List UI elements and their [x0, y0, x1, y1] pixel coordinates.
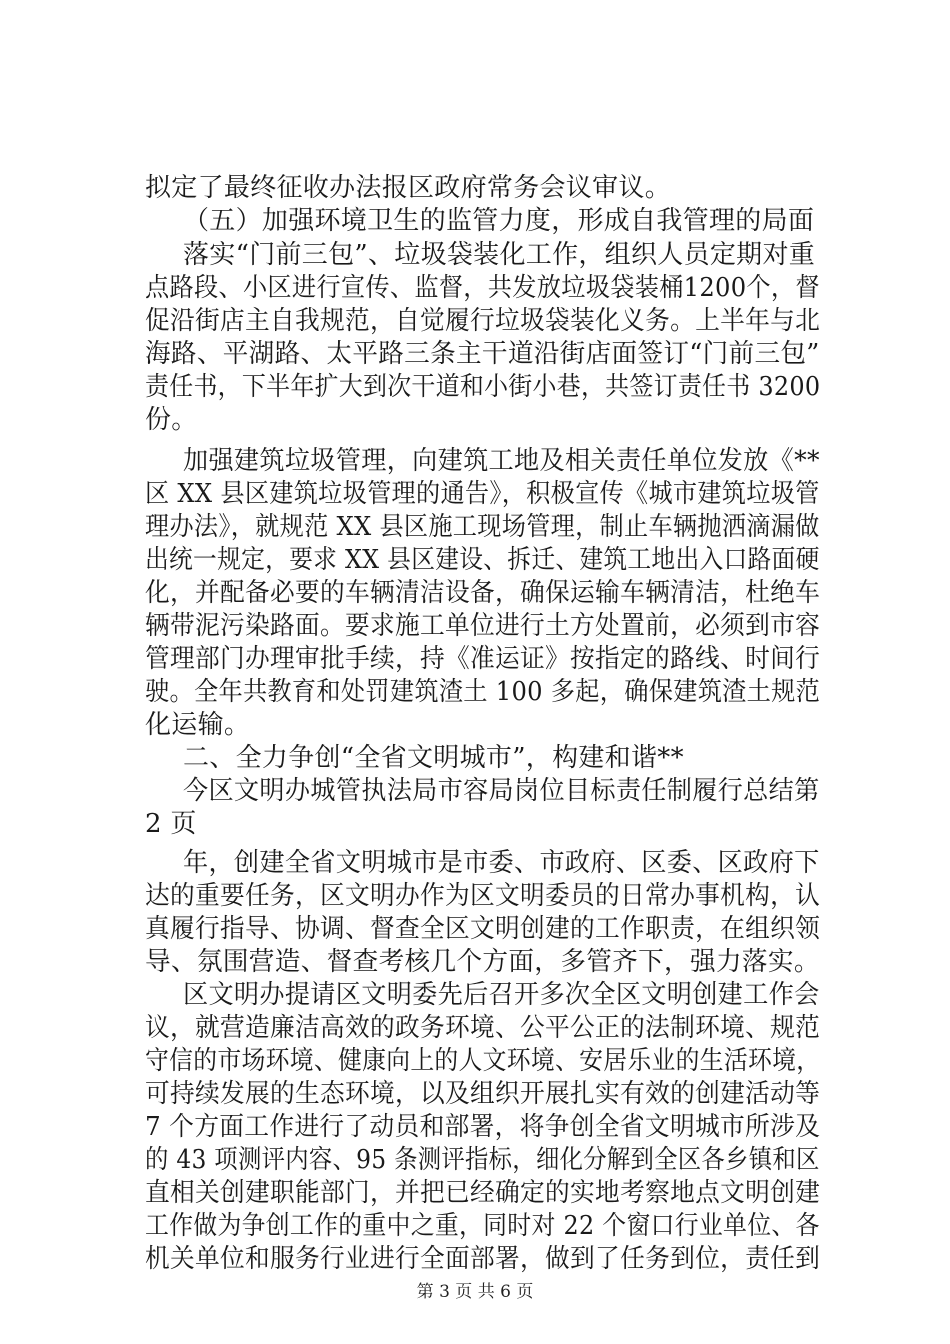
- body-text-line: 管理部门办理审批手续，持《准运证》按指定的路线、时间行: [145, 644, 821, 674]
- page-footer: 第 3 页 共 6 页: [416, 1282, 534, 1302]
- body-text-line: 议，就营造廉洁高效的政务环境、公平公正的法制环境、规范: [145, 1013, 821, 1043]
- body-text-line: 拟定了最终征收办法报区政府常务会议审议。: [145, 173, 672, 203]
- body-text-line: 可持续发展的生态环境，以及组织开展扎实有效的创建活动等: [145, 1079, 821, 1109]
- body-text-line: 海路、平湖路、太平路三条主干道沿街店面签订“门前三包”: [145, 339, 820, 369]
- body-text-line: 加强建筑垃圾管理，向建筑工地及相关责任单位发放《**: [183, 446, 820, 476]
- body-text-line: 守信的市场环境、健康向上的人文环境、安居乐业的生活环境，: [145, 1046, 821, 1076]
- body-text-line: 直相关创建职能部门，并把已经确定的实地考察地点文明创建: [145, 1178, 821, 1208]
- body-text-line: 辆带泥污染路面。要求施工单位进行土方处置前，必须到市容: [145, 611, 821, 641]
- body-text-line: 的 43 项测评内容、95 条测评指标，细化分解到全区各乡镇和区: [145, 1145, 820, 1175]
- body-text-line: 达的重要任务，区文明办作为区文明委员的日常办事机构，认: [145, 881, 821, 911]
- body-text-line: 年，创建全省文明城市是市委、市政府、区委、区政府下: [183, 848, 820, 878]
- body-text-line: 工作做为争创工作的重中之重，同时对 22 个窗口行业单位、各: [145, 1211, 820, 1241]
- body-text-line: 区 XX 县区建筑垃圾管理的通告》，积极宣传《城市建筑垃圾管: [145, 479, 820, 509]
- body-text-line: 机关单位和服务行业进行全面部署，做到了任务到位，责任到: [145, 1244, 821, 1274]
- body-text-line: 驶。全年共教育和处罚建筑渣土 100 多起，确保建筑渣土规范: [145, 677, 821, 707]
- body-text-line: 责任书，下半年扩大到次干道和小街小巷，共签订责任书 3200: [145, 372, 821, 402]
- body-text-line: 今区文明办城管执法局市容局岗位目标责任制履行总结第: [183, 776, 820, 806]
- body-text-line: 点路段、小区进行宣传、监督，共发放垃圾袋装桶1200个，督: [145, 273, 820, 303]
- body-text-line: 真履行指导、协调、督查全区文明创建的工作职责，在组织领: [145, 914, 821, 944]
- body-text-line: 理办法》，就规范 XX 县区施工现场管理，制止车辆抛洒滴漏做: [145, 512, 820, 542]
- section-heading: （五）加强环境卫生的监管力度，形成自我管理的局面: [183, 206, 815, 236]
- body-text-line: 2 页: [145, 809, 197, 839]
- body-text-line: 份。: [145, 405, 198, 435]
- section-heading: 二、全力争创“全省文明城市”，构建和谐**: [183, 743, 684, 773]
- body-text-line: 化运输。: [145, 710, 251, 740]
- body-text-line: 落实“门前三包”、垃圾袋装化工作，组织人员定期对重: [183, 240, 816, 270]
- body-text-line: 区文明办提请区文明委先后召开多次全区文明创建工作会: [183, 980, 820, 1010]
- body-text-line: 促沿街店主自我规范，自觉履行垃圾袋装化义务。上半年与北: [145, 306, 821, 336]
- body-text-line: 导、氛围营造、督查考核几个方面，多管齐下，强力落实。: [145, 947, 820, 977]
- body-text-line: 出统一规定，要求 XX 县区建设、拆迁、建筑工地出入口路面硬: [145, 545, 820, 575]
- body-text-line: 7 个方面工作进行了动员和部署，将争创全省文明城市所涉及: [145, 1112, 821, 1142]
- body-text-line: 化，并配备必要的车辆清洁设备，确保运输车辆清洁，杜绝车: [145, 578, 821, 608]
